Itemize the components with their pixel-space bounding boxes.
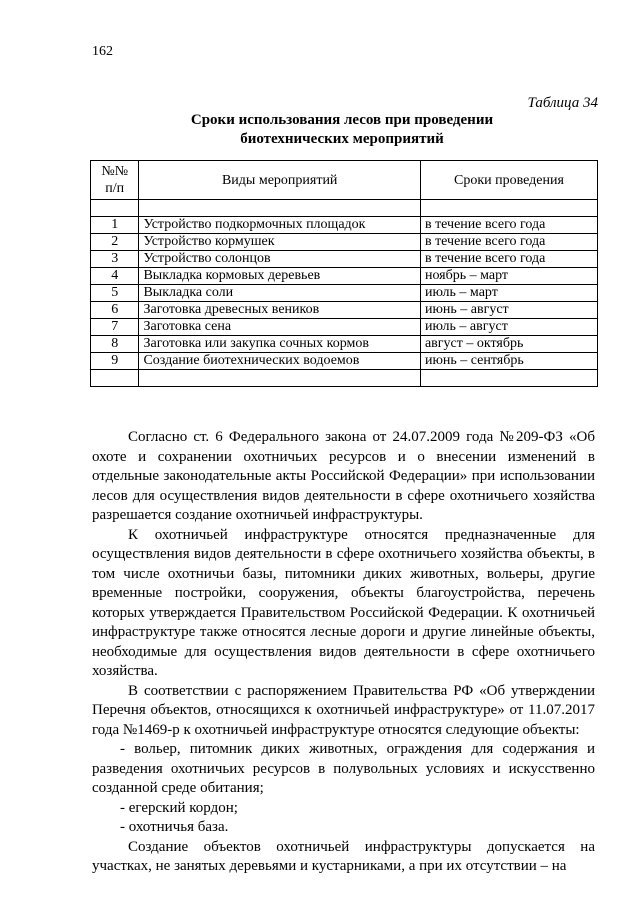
row-number: 6 (91, 302, 139, 319)
table-spacer-row (91, 200, 598, 217)
row-activity: Заготовка древесных веников (139, 302, 420, 319)
row-number: 8 (91, 336, 139, 353)
list-item: - вольер, питомник диких животных, ограждения для содержания и разведения охотничьих ресурсов в полувольных условиях и искусственно созданной среде обитания; (92, 741, 595, 796)
table-row (91, 353, 598, 370)
row-activity: Устройство солонцов (139, 251, 420, 268)
header-activity: Виды мероприятий (139, 161, 420, 200)
header-number: №№ п/п (91, 161, 139, 200)
page-number: 162 (92, 44, 113, 59)
row-activity: Заготовка или закупка сочных кормов (139, 336, 420, 353)
row-number: 2 (91, 234, 139, 251)
row-timing: ноябрь – март (420, 268, 597, 285)
row-activity: Выкладка соли (139, 285, 420, 302)
table-row (91, 234, 598, 251)
table-row (91, 319, 598, 336)
row-timing: в течение всего года (420, 251, 597, 268)
list-item: - охотничья база. (120, 819, 229, 835)
paragraph: К охотничьей инфраструктуре относятся предназначенные для осуществления видов деятельности в сфере охотничьего хозяйства объекты, в том числе охотничьи базы, питомники диких животных, вольеры, другие временные постройки, сооружения, объекты благоустройства, перечень которых утверждается Правительством Российской Федерации. К охотничьей инфраструктуре также относятся лесные дороги и другие линейные объекты, необходимые для осуществления видов деятельности в сфере охотничьего хозяйства. (92, 526, 595, 679)
row-timing: июнь – сентябрь (420, 353, 597, 370)
row-timing: июль – август (420, 319, 597, 336)
table-row (91, 302, 598, 319)
header-timing: Сроки проведения (420, 161, 597, 200)
list-item: - егерский кордон; (120, 799, 238, 816)
row-number: 9 (91, 353, 139, 370)
row-activity: Устройство подкормочных площадок (139, 217, 420, 234)
row-number: 1 (91, 217, 139, 234)
table-row (91, 285, 598, 302)
row-number: 5 (91, 285, 139, 302)
body-text (92, 428, 595, 877)
table-header-row (91, 161, 598, 200)
row-number: 7 (91, 319, 139, 336)
row-timing: в течение всего года (420, 217, 597, 234)
row-activity: Устройство кормушек (139, 234, 420, 251)
paragraph: Создание объектов охотничьей инфраструктуры допускается на участках, не занятых деревьями и кустарниками, а при их отсутствии – на (92, 838, 595, 874)
row-timing: в течение всего года (420, 234, 597, 251)
table-row (91, 268, 598, 285)
table-title-line-1: Сроки использования лесов при проведении (190, 112, 494, 128)
row-timing: июль – март (420, 285, 597, 302)
row-number: 3 (91, 251, 139, 268)
table-row (91, 336, 598, 353)
table-spacer-row (91, 370, 598, 387)
row-activity: Создание биотехнических водоемов (139, 353, 420, 370)
row-timing: август – октябрь (420, 336, 597, 353)
paragraph: В соответствии с распоряжением Правительства РФ «Об утверждении Перечня объектов, относящихся к охотничьей инфраструктуре» от 11.07.2017 года №1469-р к охотничьей инфраструктуре относятся следующие объекты: (92, 682, 595, 738)
table-title-line-2: биотехнических мероприятий (240, 131, 444, 147)
paragraph: Согласно ст. 6 Федерального закона от 24.07.2009 года №209-ФЗ «Об охоте и сохранении охотничьих ресурсов и о внесении изменений в отдельные законодательные акты Российской Федерации» при использовании лесов для осуществления видов деятельности в сфере охотничьего хозяйства разрешается создание охотничьей инфраструктуры. (92, 429, 595, 523)
row-number: 4 (91, 268, 139, 285)
table-row (91, 217, 598, 234)
activities-schedule-table (90, 160, 598, 387)
table-row (91, 251, 598, 268)
table-caption: Таблица 34 (527, 95, 598, 111)
row-activity: Выкладка кормовых деревьев (139, 268, 420, 285)
row-timing: июнь – август (420, 302, 597, 319)
row-activity: Заготовка сена (139, 319, 420, 336)
table-title (92, 111, 592, 149)
